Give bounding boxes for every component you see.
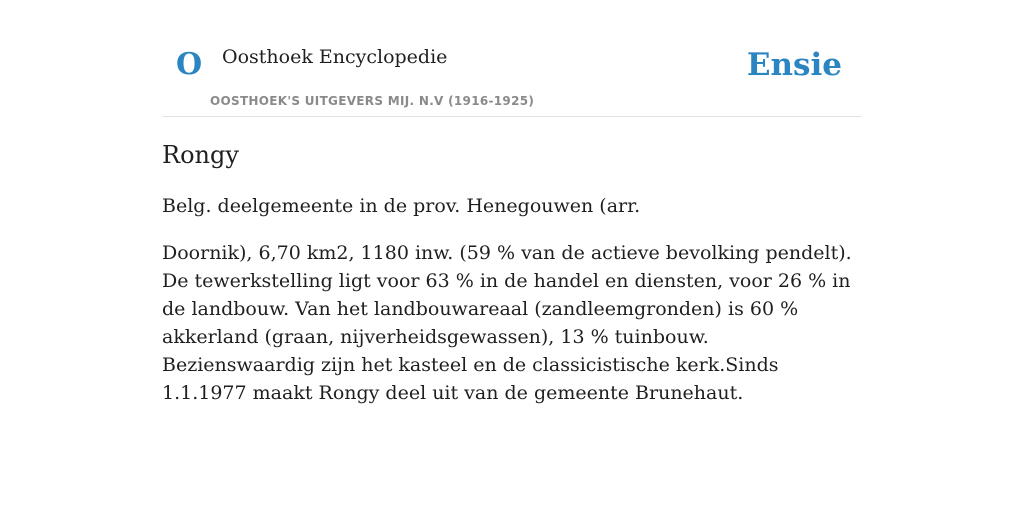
entry-paragraph: Doornik), 6,70 km2, 1180 inw. (59 % van de actieve bevolking pendelt). De tewerkstelling ligt voor 63 % in de handel en diensten, voor 26 % in de landbouw. Van het landbouwareaal (zandleemgronden) is 60 % akkerland (graan, nijverheidsgewassen), 13 % tuinbouw. Bezienswaardig zijn het kasteel en de classicistische kerk.Sinds 1.1.1977 maakt Rongy deel uit van de gemeente Brunehaut. xyxy=(162,242,852,404)
source-logo: O xyxy=(176,47,203,82)
brand-logo-link[interactable]: Ensie xyxy=(746,47,842,83)
entry-paragraph: Belg. deelgemeente in de prov. Henegouwen (arr. xyxy=(162,195,641,217)
source-subtitle: OOSTHOEK'S UITGEVERS MIJ. N.V (1916-1925) xyxy=(210,94,535,108)
source-title[interactable]: Oosthoek Encyclopedie xyxy=(222,46,448,68)
page-container xyxy=(162,0,862,404)
entry-title: Rongy xyxy=(162,141,239,169)
source-header xyxy=(162,0,862,117)
